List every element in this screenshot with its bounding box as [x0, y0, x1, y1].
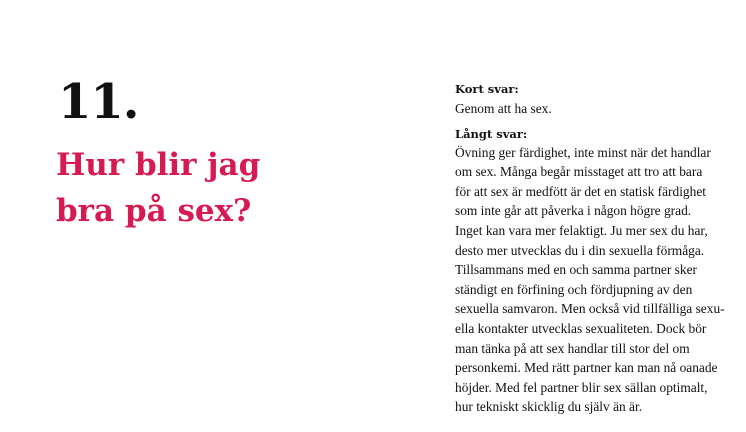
body-line: ella kontakter utvecklas sexualiteten. Dock bör	[455, 320, 707, 336]
long-answer-heading: Långt svar:	[455, 126, 528, 141]
long-answer-body	[455, 143, 740, 417]
right-page	[455, 80, 740, 417]
body-line: ständigt en förfining och fördjupning av den	[455, 281, 693, 297]
chapter-title-line: Hur blir jag	[56, 147, 261, 183]
body-line: personkemi. Med rätt partner kan man nå oanade	[455, 360, 718, 376]
body-line: sexuella samvaron. Men också vid tillfälliga sexu-	[455, 301, 725, 317]
body-line: Tillsammans med en och samma partner sker	[455, 262, 697, 278]
body-line: desto mer utvecklas du i din sexuella förmåga.	[455, 242, 705, 258]
chapter-title	[56, 142, 356, 234]
body-line: höjder. Med fel partner blir sex sällan optimalt,	[455, 379, 708, 395]
short-answer-heading: Kort svar:	[455, 82, 519, 96]
body-line: Övning ger färdighet, inte minst när det handlar	[455, 144, 711, 160]
body-line: för att sex är medfött är det en statisk färdighet	[455, 183, 706, 199]
body-line: man tänka på att sex handlar till stor del om	[455, 340, 690, 356]
body-line: som inte går att påverka i någon högre grad.	[455, 203, 692, 219]
short-answer-text: Genom att ha sex.	[455, 101, 552, 116]
chapter-title-line: bra på sex?	[56, 193, 252, 229]
body-line: hur tekniskt skicklig du själv än är.	[455, 399, 643, 415]
chapter-number: 11.	[58, 74, 139, 130]
body-line: om sex. Många begår misstaget att tro att bara	[455, 164, 703, 180]
body-line: Inget kan vara mer felaktigt. Ju mer sex du har,	[455, 222, 708, 238]
